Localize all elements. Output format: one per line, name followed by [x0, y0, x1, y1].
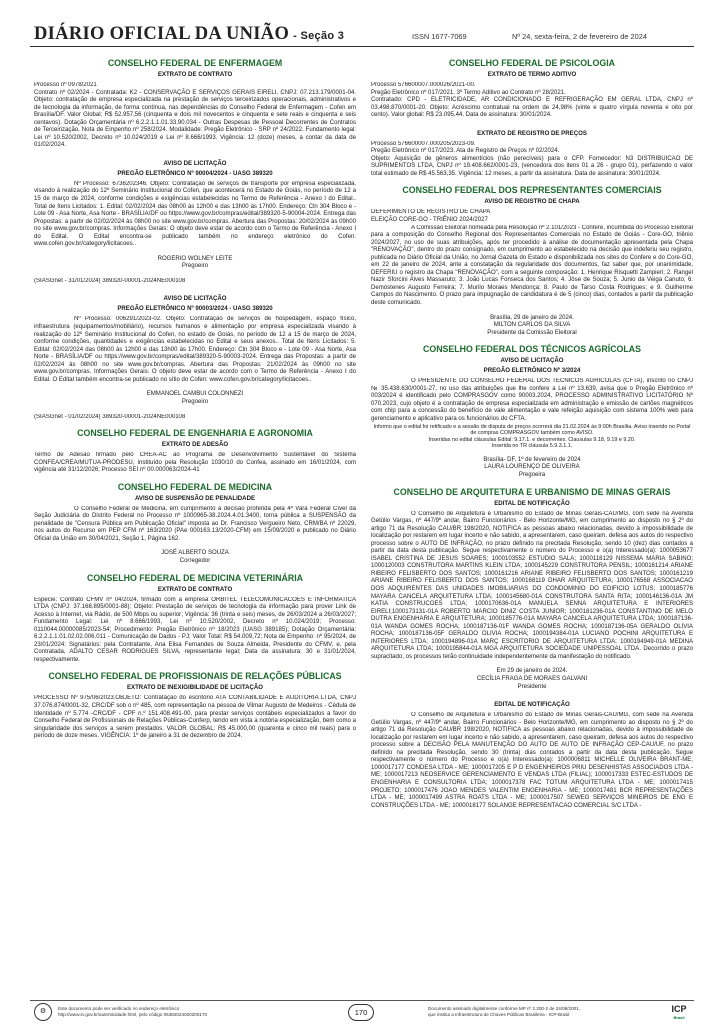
signatory-name: LAURA LOURENÇO DE OLIVEIRA [484, 464, 580, 471]
subsection-title: AVISO DE LICITAÇÃO [163, 295, 227, 303]
subsection-title: PREGÃO ELETRÔNICO Nº 90003/2024 - UASG 389320 [117, 305, 273, 313]
subsection-title: EXTRATO DE REGISTRO DE PREÇOS [477, 129, 587, 137]
section-engenharia [34, 428, 356, 475]
subsection-title: EDITAL DE NOTIFICAÇÃO [494, 701, 570, 709]
signatory-role: Presidente [517, 683, 547, 690]
section-medicina-veterinaria [34, 573, 356, 665]
journal-section: - Seção 3 [293, 30, 345, 42]
signatory-role: Pregoeira [518, 471, 546, 478]
body-text: Processo nº 0978/2021 Contrato nº 02/2024 - Contratada: K2 - CONSERVAÇÃO E SERVIÇOS GERAIS EIRELI, CNPJ: 07.213.179/0001-04. Objeto: contratação de empresa especializada na prestação de serviços terceirizados operacionais, administrativos e de tecnologia da informação, de forma contínua, nas dependências do Conselho Federal de Enfermagem - Cofen em Brasília/DF. Valor Global: R$ 52.957,56 (cinquenta e dois mil novecentos e cinquenta e sete reais e cinquenta e seis centavos). Dotação Orçamentária nº 6.2.2.1.1.01.33.90.034 - Outras Despesas de Pessoal Decorrentes de Contratos de Terceirização. Nota de Empenho nº 258/2024. Modalidade: Pregão Eletrônico - SRP nº 24/2022. Fundamento legal: Lei nº 10.520/2002, Decreto nº 10.024/2019 e Lei nº 8.666/1993. Vigência: 12 (doze) meses, a contar da data de 01/02/2024. [34, 82, 356, 149]
body-text: O Conselho de Arquitetura e Urbanismo do Estado de Minas Gerais-CAU/MG, com sede na Avenida Getúlio Vargas, nº 447/9º andar, Bairro Funcionários - Belo Horizonte/MG, em cumprimento ao disposto no § 2º do artigo 71 da Resolução CAU/BR 198/2020, NOTIFICA as pessoas abaixo relacionadas, devido à impossibilidade de localização por restarem em lugar incerto e não sabido, a apresentarem, caso queiram, defesa aos autos do respectivo processo sobre a DECISÃO PELA MANUTENÇÃO DO AUTO DE AUTO DE INFRAÇÃO CEP-CAU/UF, no prazo definido na precitada Resolução, sendo 30 (trinta) dias contados a partir da data desta publicação. Segue respectivamente o número do Processo e o(a) Interessado(a): 1000006811 MICHELLE OLIVEIRA BRANT-ME; 1000017177 CONDESA LTDA - ME; 1000017205 E P D ENGENHEIROS PRIU DESENHISTAS ASSOCIADOS LTDA - ME; 1000017213 NEOSERVICE GERENCIAMENTO E VENDAS LTDA (FILIAL); 1000017333 ESTEC-ESTUDOS DE ENGENHARIA E CONSULTORIA LTDA; 1000017378 FAC TOTUM ARQUITETURA LTDA - ME; 1000017415 PROJETO; 1000017476 JOAO MENDES VALENTIM ENGENHARIA - ME; 1000017481 BCR REPRESENTAÇÕES LTDA - ME; 1000017499 ASTRA ROATS LTDA - ME; 1000017507 SEWEG SERVIÇOS MINEIROS DE ENG E CONSTRUÇÕES LTDA - ME; 1000018177 SOLANGE REPRESENTACAO COMERCIAL S/C LTDA - [371, 712, 693, 809]
subsection-title: EXTRATO DE CONTRATO [157, 71, 233, 78]
signature-date: Brasília, 29 de janeiro de 2024. [490, 314, 574, 321]
subsection-title: EXTRATO DE TERMO ADITIVO [487, 71, 577, 78]
subsection-title: PREGÃO ELETRÔNICO Nº 90004/2024 - UASG 389320 [117, 169, 273, 177]
body-text: O Conselho de Arquitetura e Urbanismo do Estado de Minas Gerais-CAU/MG, com sede na Avenida Getúlio Vargas, nº 447/9º andar, Bairro Funcionários - Belo Horizonte/MG, em cumprimento ao disposto no § 2º do artigo 71 da Resolução CAU/BR 198/2020, NOTIFICA as pessoas abaixo relacionadas, devido à impossibilidade de localização por restarem em lugar incerto e não sabido, a apresentarem, caso queiram, defesa aos autos do respectivo processo sobre o AUTO DE INFRAÇÃO, no prazo definido na precitada Resolução, sendo 10 (dez) dias contados a partir da data desta publicação. Segue respectivamente o número do Processo e o(a) Interessado(a): 1000053677 ISABEL CRISTINA DE JESUS SOARES; 1000103552 ESTUDIO SALA; 1000118129 NISSEMA MARIA SABINO; 1000120003 CONSTRUTORA MARTINS KLEIN LTDA; 1000145229 CONSTRUTORA PENSIL; 1000161214 ARIANE RIBEIRO FELISBERTO DOS SANTOS; 1000161216 ARIANE RIBEIRO FELISBERTO DOS SANTOS; 1000161219 ARIANE RIBEIRO FELISBERTO DOS SANTOS; 1000168119 DHAR ARQUITETURA; 1000176568 ASSOCIACAO DOS ADQUIRENTES DAS UNIDADES IMOBILIARIAS DO CONDOMINIO DO EDIFICIO LOTUS; 1000185776 MAYARA CANCELA ARQUITETURA LTDA; 1000145680-01A CONSTRUTORA SANTA RITA; 1000146136-01A JM KATIA CONSTRUCOES LTDA; 1000170636-01A MANUELA SENNA ARQUITETURA E INTERIORES EIRELI;1000173131-01A ROBERTO MARCIO DINIZ COSTA JUNIOR; 1000181236-01A CONSTANTINO DE MELO DUTRA ENGENHARIA E ARQUITETURA; 1000185776-01A MAYARA CANCELA ARQUITETURA LTDA; 1000187136-01A WANDA GOMES ROCHA; 1000187136-01F WANDA GOMES ROCHA; 1000187136-05A GERALDO OLIVIA ROCHA; 1000187136-05F GERALDO OLIVIA ROCHA; 1000194384-01A LUCIANO POCHINI ARQUITETURA E INTERIORES LTDA; 1000194896-01A MARÇ ESCRITORIO DE ARQUITETURA LTDA; 1000194949-01A MEDINA ARQUITETURA LTDA; 1000195844-01A MGA ARQUITETURA SOCIEDADE UNIPESSOAL LTDA. Decorrido o prazo supracitado, os processos terão continuidade independentemente da manifestação do notificado. [371, 510, 693, 660]
body-text: A Comissão Eleitoral nomeada pela Resolução nº 2.101/2023 - Confere, incumbida do Processo Eleitoral para a composição do Conselho Regional dos Representantes Comerciais no Estado de Goiás - Core-GO, triênio 2024/2027, no uso de suas atribuições, após ter procedido à análise de documentação apresentada pela Chapa "RENOVAÇÃO", dentro do prazo consignado, em cumprimento ao estabelecido na decisão que indeferiu seu registro, publicada no Diário Oficial da União, no Jornal Gazeta do Estado e disponibilizada nos sites do Confere e do Core-GO, em 22 de janeiro de 2024, ante a constatação da regularidade dos documentos, faz saber que, por unanimidade, DEFERIU o registro da Chapa "RENOVAÇÃO", com a seguinte composição: 1. Henrique Risquetti Zampieri; 2. Rangel Nazir Sforcini Alves Massaruto; 3. João Lucas Fonseca dos Santos; 4. Jôse de Souza; 5. Junio da Veiga Canuto; 6. Demóstenes Augusto Ferreira; 7. Murilo Moraes Mendonça; 8. Paulo de Tarso Costa Rodrigues; e 9. Guilherme Campos do Nascimento. O prazo para impugnação de candidatura é de 5 (cinco) dias, contados a partir da publicação deste comunicado. [371, 224, 693, 307]
issn: ISSN 1677-7069 [412, 32, 467, 41]
signature-date: Em 29 de janeiro de 2024. [496, 668, 568, 675]
header-divider [30, 46, 694, 47]
edition-info: Nº 24, sexta-feira, 2 de fevereiro de 2024 [512, 32, 647, 41]
body-text: Nº Processo: 006291/2023-02. Objeto: Contratação de serviços de hospedagem, espaço físico, infraestrutura (equipamentos/mobiliário), recursos humanos e alimentação por empresa especializada visando à realização do 12º Seminário Institucional do Cofen, no estado de Goiás, no período de 12 a 15 de março de 2024, conforme condições, quantidades e exigências estabelecidas no Edital e seus anexos.. Total de Itens Licitados: 5. Edital: 02/02/2024 das 08h00 às 12h00 e das 13h00 às 17h00. Endereço: Cln 304 Bloco e - Lote 09 - Asa Norte, Asa Norte - BRASÍLIA/DF ou https://www.gov.br/compras/edital/389320-5-90003-2024. Entrega das Propostas: a partir de 02/02/2024 às 08h00 no site www.gov.br/compras. Abertura das Propostas: 21/02/2024 às 09h00 no site www.gov.br/compras. Informações Gerais: O objeto deve estar de acordo com o Termo de Referência - Anexo I do Edital. O Edital também encontra-se publicado no sítio do Cofen: www.cofen.gov.br/category/licitacoes.. [34, 316, 356, 383]
body-text: Nº Processo: 6736202346. Objeto: Contratação de serviços de transporte por empresa especializada, visando à realização do 12º Seminário Institucional do Cofen, que acontecerá no Estado de Goiás, no período de 12 a 15 de março de 2024, conforme condições e exigências estabelecidas no Termo de Referência - Anexo I do Edital.. Total de Itens Licitados: 1. Edital: 02/02/2024 das 08h00 às 12h00 e das 13h00 às 17h00. Endereço: Cln 304 Bloco e - Lote 09 - Asa Norte, Asa Norte - BRASÍLIA/DF ou https://www.gov.br/compras/edital/389320-5-90004-2024. Entrega das Propostas: a partir de 02/02/2024 às 08h00 no site www.gov.br/compras. Abertura das Propostas: 20/02/2024 às 09h00 no site www.gov.br/compras. Informações Gerais: O objeto deve estar de acordo com o Termo de Referência - Anexo I do Edital. O Edital encontra-se publicado também no endereço eletrônico do Cofen: www.cofen.gov.br/category/licitacoes.. [34, 180, 356, 248]
subsection-title: AVISO DE REGISTRO DE CHAPA [484, 198, 580, 206]
rectification-note: Informo que o edital foi retificado e a sessão de disputa de preços ocorrerá dia 21.02.2024 às 9:00h Brasília. Aviso inserido no Portal de compras COMPRASGOV também como AVISO. Inseridas no edital cláusulas Edital: 9.17.1. e decorrentes. Clausulas 9.18, 9.19 e 9.20. Inserida no TR cláusula 5.9.3.1.1. [373, 423, 691, 450]
siasg-reference: (SIASGnet - 01/02/2024) 389320-00001-2024NE000108 [34, 413, 186, 420]
section-cau-mg [371, 487, 693, 811]
subsection-title: EXTRATO DE ADESÃO [161, 441, 229, 449]
signatory-role: Presidente da Comissão Eleitoral [487, 329, 577, 336]
subsection-title: AVISO DE LICITAÇÃO [500, 357, 564, 365]
signatory-role: Pregoeiro [181, 263, 209, 270]
siasg-reference: (SIASGnet - 31/01/2024) 389320-00001-2024NE000108 [34, 277, 186, 284]
footer-divider [30, 1000, 694, 1001]
body-text: O Conselho Federal de Medicina, em cumprimento à decisão proferida pela 4ª Vara Federal Cível da Seção Judiciária do Distrito Federal no Processo nº 1000965-38.2024.4.01.3400, torna pública a SUSPENSÃO da penalidade de "Censura Pública em Publicação Oficial" imposta ao Dr. Francisco Vergueiro Neto, CRM/BA nº 22029, nos autos do Recurso em PEP CFM nº 163/2020 (PAe 000163.13/2020-CFM) em 15/09/2020 e publicado no Diário Oficial da União em 30/04/2021, Seção 1, Página 162. [34, 505, 356, 542]
subsection-title: EXTRATO DE INEXIGIBILIDADE DE LICITAÇÃO [126, 684, 264, 692]
footer-line: http://www.in.gov.br/autenticidade.html, pelo código 05382024020200170 [58, 1012, 208, 1017]
body-text: Processo 576600007.000026/2021-00. Pregão Eletrônico nº 017/2021. 3º Termo Aditivo ao Contrato nº 28/2021. Contratado: CPD - ELETRICIDADE, AR CONDICIONADO E REFRIGERAÇÃO EM GERAL LTDA, CNPJ nº 03.498.870/0001-20. Objeto: Acréscimo contratual na ordem de 24,98% (vinte e quatro vírgula noventa e oito por cento). Valor global: R$ 23.095,44. Data de assinatura: 30/01/2024. [371, 82, 693, 119]
icp-logo-text: ICP [671, 1004, 687, 1014]
verification-seal-icon: ⚙ [34, 1003, 52, 1021]
journal-title [34, 24, 344, 45]
journal-name: DIÁRIO OFICIAL DA UNIÃO [34, 24, 290, 44]
subsection-title: EXTRATO DE CONTRATO [157, 585, 233, 593]
section-title: CONSELHO DE ARQUITETURA E URBANISMO DE MINAS GERAIS [393, 486, 671, 497]
signatory-role: Corregedor [179, 557, 211, 564]
signatory-role: Pregoeiro [181, 398, 209, 405]
section-title: CONSELHO FEDERAL DE MEDICINA [117, 481, 273, 492]
subsection-title: EDITAL DE NOTIFICAÇÃO [494, 499, 570, 507]
page-footer [30, 1000, 694, 1022]
footer-signature [428, 1006, 658, 1018]
subsection-title: PREGÃO ELETRÔNICO Nº 3/2024 [483, 367, 581, 375]
signatory-name: EMMANOEL CAMBUI COLONNEZI [146, 391, 244, 398]
section-title: CONSELHO FEDERAL DE PSICOLOGIA [448, 58, 615, 68]
section-title: CONSELHO FEDERAL DE MEDICINA VETERINÁRIA [86, 572, 304, 583]
right-column [371, 58, 693, 988]
body-text: Processo 576600007.000205/2023-09. Pregão Eletrônico nº 017/2023. Ata de Registro de Preços nº 02/2024. Objeto: Aquisição de gêneros alimentícios (não perecíveis) para o CFP. Fornecedor: N3 DISTRIBUICAO DE SUPRIMENTOS LTDA, CNPJ nº 19.408.662/0001-23, (vencedora dos itens 01 a 26 - grupo 01), perfazendo o valor total estimado de R$ 45.563,35. Vigência: 12 meses, a partir da assinatura. Data de assinatura: 30/01/2024. [371, 140, 693, 177]
section-representantes-comerciais [371, 185, 693, 337]
section-tecnicos-agricolas [371, 344, 693, 479]
body-text: DEFERIMENTO DE REGISTRO DE CHAPA ELEIÇÃO CORE-GO - TRIÊNIO 2024/2027 [371, 209, 491, 224]
subsection-title: AVISO DE LICITAÇÃO [163, 159, 227, 167]
icp-logo-subtext: Brasil [673, 1015, 685, 1020]
body-text: Espécie: Contrato CFMV nº 04/2024, firmado com a empresa ORBITEL TELECOMUNICACOES E INFORMATICA LTDA (CNPJ: 37.168.895/0001-88); Objeto: Prestação de serviços de tecnologia da informação para prover Link de Acesso à Internet, via Rádio, de 500 Mbps ou superior; Vigência: 36 (trinta e seis) meses, de 26/03/2024 a 26/03/2027; Fundamento Legal: Lei nº 8.666/1993, Lei nº 10.520/2002, Decreto nº 10.024/2019; Processo: 0110044.00000085/2023-54; Procedimento: Pregão Eletrônico nº 18/2023 (UASG 389185); Dotação Orçamentária: 6.2.2.1.1.01.02.02.006.011 - Comunicação de Dados - PJ; Valor Total: R$ 54.009,72; Nota de Empenho: nº 95/2024, de 23/01/2024; Signatários: pela Contratante, Ana Elisa Fernandes de Souza Almeida, Presidente do CFMV, e, pela Contratada, ADALTO CESAR RODRIGUES SILVA, representante legal; Data da assinatura: 30 e 31/01/2024, respectivamente. [34, 596, 356, 663]
section-relacoes-publicas [34, 671, 356, 740]
section-title: CONSELHO FEDERAL DE ENGENHARIA E AGRONOMIA [77, 428, 313, 439]
section-title: CONSELHO FEDERAL DOS TÉCNICOS AGRÍCOLAS [423, 344, 641, 355]
section-psicologia [371, 58, 693, 178]
section-title: CONSELHO FEDERAL DE ENFERMAGEM [107, 58, 283, 68]
body-text: PROCESSO Nº 975/06/2023.OBJETO: Contratação do escritório ATA CONTABILIDADE E AUDITORIA LTDA, CNPJ 37.076.874/0001-32, CRC/DF sob o nº 485, com representação na pessoa de Vilmar Augusto de Medeiros - Cédula de Identidade nº 5.774 -CRC/DF - CPF n.º 151.408.491-00, para prestar serviços contábeis especializados a favor do Conselho Federal de Profissionais de Relações Públicas-Conferp, tendo em vista a notória especialização, bem como a singularidade dos serviços a serem prestados. VALOR GLOBAL: R$ 45.000,00 (quarenta e cinco mil reais) para o período de doze meses. VIGÊNCIA: 1º de janeiro a 31 de dezembro de 2024. [34, 695, 356, 740]
signatory-name: ROGERIO WOLNEY LEITE [157, 255, 233, 262]
left-column [34, 58, 356, 988]
subsection-title: AVISO DE SUSPENSÃO DE PENALIDADE [134, 494, 256, 502]
signatory-name: JOSÉ ALBERTO SOUZA [161, 550, 229, 557]
footer-verification [58, 1006, 298, 1018]
page-header [0, 0, 724, 46]
section-enfermagem [34, 58, 356, 421]
section-medicina [34, 482, 356, 566]
footer-line: que institui a Infraestrutura de Chaves Públicas Brasileira - ICP-Brasil [428, 1012, 570, 1017]
page-number: 170 [348, 1004, 374, 1021]
section-title: CONSELHO FEDERAL DE PROFISSIONAIS DE RELAÇÕES PÚBLICAS [48, 671, 342, 682]
icp-brasil-logo [666, 1003, 692, 1021]
footer-line: Este documento pode ser verificado no endereço eletrônico [58, 1006, 180, 1011]
signatory-name: MILTON CARLOS DA SILVA [493, 322, 571, 329]
body-text: O PRESIDENTE DO CONSELHO FEDERAL DOS TÉCNICOS AGRÍCOLAS (CFTA), inscrito no CNPJ № 35.438.630/0001-27, no uso das atribuições que lhe confere a Lei nº 13.639, avisa que o Pregão Eletrônico nº 003/2024 é identificado pelo COMPRASGOV como 90003.2024, PROCESSO ADMINISTRATIVO LICITATÓRIO Nº 070.2023, cujo objeto é a contratação de empresa especializada em administração e emissão de cartões magnéticos com chip para a concessão do benefício de vale alimentação e vale refeição aquisição com sistema 100% web para gerenciamento e aplicativo para os funcionários do CFTA. [371, 378, 693, 422]
body-text: Termo de Adesão firmado pelo CREA-AC ao Programa de Desenvolvimento Sustentável do Sistema CONFEA/CREA/MUTUA-PRODESU, instituído pela Resolução 1030/10 do Confea, assinado em 16/01/2024, com vigência até 31/12/2026; Processo SEI nº 00.000063/2024-41 [34, 452, 356, 474]
footer-line: Documento assinado digitalmente conforme MP nº 2.200-2 de 24/08/2001, [428, 1006, 581, 1011]
signatory-name: CECÍLIA FRAGA DE MORAES GALVANI [476, 676, 588, 682]
section-title: CONSELHO FEDERAL DOS REPRESENTANTES COMERCIAIS [402, 185, 662, 196]
signature-date: Brasília- DF, 1º de fevereiro de 2024 [483, 456, 581, 463]
